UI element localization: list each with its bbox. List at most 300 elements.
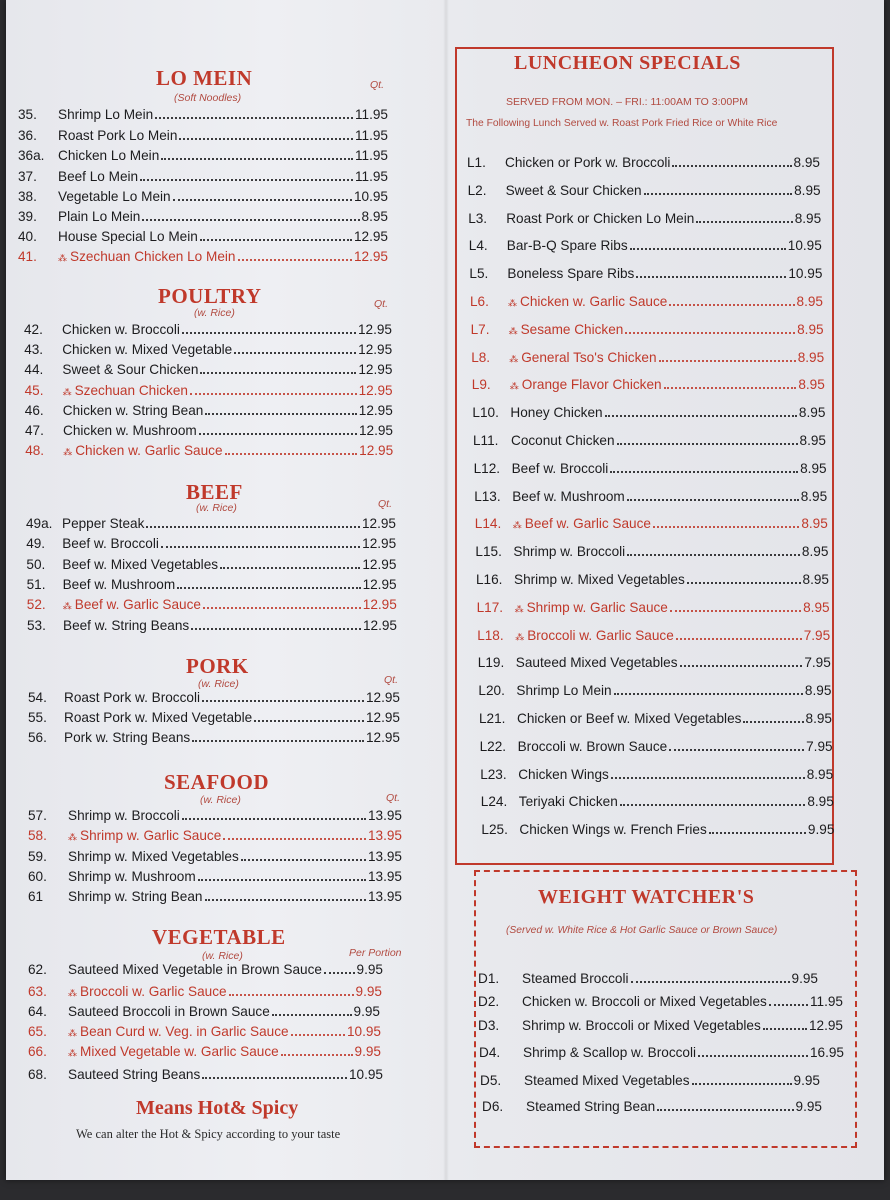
item-name: Boneless Spare Ribs	[507, 266, 635, 282]
item-price: 11.95	[809, 994, 843, 1009]
menu-item	[18, 107, 388, 126]
item-name: Orange Flavor Chicken	[521, 377, 662, 393]
item-name: Sweet & Sour Chicken	[505, 182, 642, 198]
item-number: L9.	[471, 377, 491, 393]
item-number: L14.	[474, 516, 502, 532]
chili-pepper-icon: ⁂	[58, 253, 67, 263]
item-number: 47.	[25, 423, 44, 438]
menu-item	[471, 350, 824, 369]
item-name: Steamed String Bean	[526, 1099, 656, 1114]
item-price: 11.95	[354, 107, 388, 122]
dot-leader	[190, 393, 357, 395]
item-price: 12.95	[358, 423, 393, 438]
dot-leader	[177, 587, 360, 589]
item-number: L18.	[477, 627, 504, 643]
item-price: 7.95	[806, 738, 833, 754]
item-name: Plain Lo Mein	[58, 209, 141, 224]
menu-item	[477, 628, 830, 647]
weight-watchers-note: (Served w. White Rice & Hot Garlic Sauce or Brown Sauce)	[506, 925, 778, 936]
dot-leader	[202, 700, 364, 702]
item-name: Teriyaki Chicken	[518, 794, 618, 810]
dot-leader	[625, 332, 795, 334]
chili-pepper-icon: ⁂	[68, 988, 77, 998]
menu-item	[18, 249, 388, 268]
menu-item	[18, 209, 388, 228]
dot-leader	[636, 276, 786, 278]
item-name: Shrimp w. Mixed Vegetables	[68, 848, 239, 864]
item-name: Chicken w. Mixed Vegetable	[62, 342, 233, 358]
menu-item	[468, 183, 821, 202]
menu-item	[474, 461, 827, 480]
item-name: Broccoli w. Garlic Sauce	[527, 627, 674, 643]
menu-item	[24, 322, 392, 341]
item-number: L4.	[468, 238, 488, 254]
beef-subtitle: (w. Rice)	[196, 502, 237, 514]
item-price: 8.95	[793, 155, 820, 170]
menu-item	[18, 189, 388, 208]
menu-item	[472, 377, 825, 396]
menu-item	[478, 683, 831, 702]
item-number: 48.	[25, 443, 45, 459]
item-number: L20.	[478, 683, 505, 699]
chili-pepper-icon: ⁂	[62, 386, 72, 397]
item-price: 13.95	[367, 828, 402, 844]
menu-item	[28, 962, 383, 981]
dot-leader	[173, 199, 352, 201]
chili-pepper-icon: ⁂	[68, 1028, 77, 1038]
dot-leader	[630, 248, 786, 250]
item-price: 12.95	[358, 362, 393, 378]
menu-item	[18, 128, 388, 147]
menu-item	[28, 710, 400, 729]
item-number: L19.	[477, 655, 505, 671]
item-number: L7.	[470, 321, 490, 337]
item-number: D3.	[478, 1018, 500, 1033]
item-number: 36a.	[18, 148, 45, 163]
item-name: Steamed Mixed Vegetables	[524, 1073, 690, 1088]
item-price: 16.95	[809, 1045, 844, 1060]
poultry-title: POULTRY	[158, 284, 262, 308]
menu-item	[480, 767, 833, 786]
menu-item	[479, 1045, 844, 1064]
item-price: 8.95	[794, 182, 821, 198]
item-number: 66.	[28, 1044, 47, 1059]
item-name: Broccoli w. Garlic Sauce	[80, 984, 227, 999]
item-name: Sauteed Broccoli in Brown Sauce	[68, 1004, 270, 1019]
dot-leader	[676, 638, 802, 640]
dot-leader	[696, 221, 792, 223]
menu-item	[475, 516, 828, 535]
item-name: Chicken w. Broccoli or Mixed Vegetables	[522, 994, 767, 1009]
lo-mein-title: LO MEIN	[156, 66, 253, 90]
menu-item	[25, 403, 393, 422]
item-number: 39.	[18, 209, 37, 224]
dot-leader	[241, 859, 366, 861]
item-price: 11.95	[354, 128, 388, 143]
dot-leader	[614, 693, 803, 695]
item-price: 12.95	[353, 229, 388, 244]
dot-leader	[155, 117, 353, 119]
item-price: 10.95	[348, 1067, 383, 1082]
hot-spicy-legend: Means Hot& Spicy	[136, 1097, 299, 1119]
item-name: Beef w. Mixed Vegetables	[62, 556, 219, 572]
dot-leader	[198, 879, 366, 881]
menu-item	[24, 342, 392, 361]
item-price: 12.95	[362, 576, 397, 592]
item-number: L2.	[467, 182, 487, 198]
pork-qt-label: Qt.	[384, 674, 399, 686]
item-number: L1.	[467, 155, 486, 170]
dot-leader	[769, 1004, 808, 1006]
item-price: 10.95	[346, 1024, 381, 1039]
dot-leader	[610, 471, 798, 473]
item-number: 58.	[28, 828, 47, 844]
chili-pepper-icon: ⁂	[509, 381, 519, 392]
item-name: Shrimp Lo Mein	[58, 107, 154, 122]
item-name: Chicken Lo Mein	[58, 148, 160, 163]
item-price: 8.95	[802, 572, 829, 587]
item-price: 12.95	[357, 322, 392, 337]
item-number: 65.	[28, 1024, 47, 1039]
dot-leader	[200, 239, 352, 241]
dot-leader	[142, 219, 359, 221]
item-number: 43.	[24, 342, 44, 358]
chili-pepper-icon: ⁂	[514, 603, 524, 614]
dot-leader	[627, 499, 799, 501]
seafood-subtitle: (w. Rice)	[200, 794, 241, 806]
item-number: 38.	[18, 189, 37, 204]
item-number: 46.	[24, 402, 44, 418]
item-price: 7.95	[803, 627, 831, 643]
item-number: L8.	[471, 349, 491, 365]
menu-item	[471, 322, 824, 341]
dot-leader	[161, 158, 353, 160]
menu-item	[26, 557, 396, 576]
item-name: Beef w. Broccoli	[62, 536, 159, 552]
item-name: Sesame Chicken	[520, 321, 624, 337]
item-name: Szechuan Chicken	[74, 382, 188, 398]
dot-leader	[324, 972, 355, 974]
dot-leader	[670, 610, 801, 612]
chili-pepper-icon: ⁂	[509, 353, 519, 364]
dot-leader	[234, 352, 356, 354]
item-number: 68.	[28, 1067, 47, 1082]
dot-leader	[659, 360, 796, 362]
dot-leader	[223, 838, 366, 840]
menu-item	[28, 1067, 383, 1086]
item-name: Chicken w. Garlic Sauce	[75, 443, 223, 459]
dot-leader	[653, 526, 799, 528]
item-number: 62.	[28, 962, 47, 977]
item-name: Honey Chicken	[510, 405, 603, 421]
item-name: Chicken w. Mushroom	[63, 423, 197, 438]
item-price: 12.95	[361, 516, 396, 531]
dot-leader	[205, 899, 366, 901]
dot-leader	[205, 413, 356, 415]
item-name: Chicken w. Garlic Sauce	[520, 294, 668, 309]
item-name: Chicken or Pork w. Broccoli	[505, 155, 671, 170]
item-price: 12.95	[358, 402, 393, 418]
menu-item	[28, 849, 402, 868]
poultry-qt-label: Qt.	[374, 298, 389, 310]
item-name: Vegetable Lo Mein	[58, 189, 171, 204]
item-name: Chicken or Beef w. Mixed Vegetables	[517, 711, 742, 726]
chili-pepper-icon: ⁂	[508, 325, 518, 336]
weight-watchers-title: WEIGHT WATCHER'S	[538, 886, 755, 908]
dot-leader	[199, 433, 357, 435]
item-number: L16.	[476, 572, 503, 587]
dot-leader	[669, 749, 804, 751]
dot-leader	[669, 304, 794, 306]
beef-qt-label: Qt.	[378, 498, 393, 510]
item-number: 63.	[28, 984, 47, 999]
item-price: 8.95	[361, 209, 388, 224]
item-name: Sauteed Mixed Vegetable in Brown Sauce	[68, 962, 322, 977]
menu-item	[478, 655, 831, 674]
item-number: 36.	[18, 128, 37, 143]
item-name: Beef w. Mushroom	[62, 576, 176, 592]
dot-leader	[203, 607, 361, 609]
item-name: Roast Pork w. Mixed Vegetable	[64, 710, 253, 725]
item-number: 52.	[26, 597, 46, 613]
item-name: Chicken w. String Bean	[62, 402, 204, 418]
dot-leader	[687, 582, 801, 584]
menu-item	[481, 794, 834, 813]
item-name: Coconut Chicken	[511, 433, 615, 448]
item-price: 9.95	[354, 1044, 381, 1059]
menu-item	[18, 229, 388, 248]
item-price: 7.95	[804, 655, 831, 671]
menu-item	[28, 690, 400, 709]
item-number: 40.	[18, 229, 37, 244]
item-price: 12.95	[808, 1018, 843, 1033]
item-number: 61	[28, 889, 44, 905]
item-name: Chicken Wings	[518, 766, 609, 782]
item-price: 8.95	[803, 599, 830, 615]
item-number: D5.	[480, 1073, 502, 1088]
seafood-qt-label: Qt.	[386, 792, 401, 804]
vegetable-title: VEGETABLE	[152, 925, 286, 949]
dot-leader	[763, 1028, 807, 1030]
item-number: L13.	[474, 488, 501, 504]
item-price: 8.95	[806, 766, 834, 782]
menu-item	[476, 572, 829, 591]
item-price: 12.95	[359, 443, 394, 459]
item-price: 9.95	[356, 962, 383, 977]
chili-pepper-icon: ⁂	[512, 520, 522, 531]
item-name: Shrimp Lo Mein	[516, 683, 612, 699]
hot-spicy-note: We can alter the Hot & Spicy according to your taste	[76, 1127, 341, 1141]
item-number: 56.	[28, 730, 47, 745]
item-number: L25.	[481, 822, 508, 838]
menu-item	[26, 536, 396, 555]
item-price: 12.95	[362, 536, 397, 552]
item-price: 9.95	[793, 1073, 820, 1088]
item-price: 13.95	[367, 889, 402, 905]
item-name: Sweet & Sour Chicken	[62, 362, 199, 378]
item-name: Bar-B-Q Spare Ribs	[506, 238, 628, 254]
item-price: 8.95	[800, 488, 828, 504]
item-price: 8.95	[798, 377, 825, 393]
dot-leader	[664, 387, 797, 389]
menu-item	[478, 971, 818, 990]
item-name: Beef w. Garlic Sauce	[74, 597, 201, 613]
menu-item	[470, 294, 823, 313]
item-price: 12.95	[358, 382, 393, 398]
item-price: 11.95	[354, 169, 388, 184]
menu-item	[27, 577, 397, 596]
item-name: Beef w. Garlic Sauce	[524, 516, 651, 532]
menu-item	[28, 1004, 380, 1023]
item-name: Szechuan Chicken Lo Mein	[70, 249, 236, 264]
menu-item	[478, 994, 843, 1013]
menu-item	[28, 889, 402, 908]
item-number: D1.	[478, 971, 500, 986]
item-price: 8.95	[794, 210, 822, 226]
item-price: 12.95	[362, 597, 397, 613]
item-price: 8.95	[805, 711, 832, 726]
pork-subtitle: (w. Rice)	[198, 678, 239, 690]
menu-item	[28, 730, 400, 749]
item-name: Mixed Vegetable w. Garlic Sauce	[80, 1044, 279, 1059]
item-price: 11.95	[354, 148, 388, 163]
dot-leader	[611, 777, 805, 779]
item-price: 8.95	[798, 405, 826, 421]
item-name: Sauteed String Beans	[68, 1067, 201, 1082]
item-name: Shrimp w. Mushroom	[68, 868, 196, 884]
item-number: L11.	[473, 433, 499, 448]
luncheon-title: LUNCHEON SPECIALS	[514, 52, 741, 74]
dot-leader	[281, 1054, 353, 1056]
item-name: Roast Pork w. Broccoli	[64, 690, 200, 705]
item-price: 10.95	[788, 266, 823, 282]
menu-item	[18, 148, 388, 167]
dot-leader	[291, 1034, 345, 1036]
item-name: Shrimp w. Mixed Vegetables	[514, 572, 685, 587]
item-number: 49a.	[26, 516, 53, 531]
item-number: L3.	[468, 210, 488, 226]
dot-leader	[202, 1077, 347, 1079]
item-number: 37.	[18, 169, 37, 184]
item-price: 8.95	[799, 433, 826, 448]
item-number: 51.	[26, 576, 46, 592]
item-price: 8.95	[800, 460, 827, 476]
item-price: 13.95	[367, 808, 402, 823]
dot-leader	[627, 554, 800, 556]
menu-page	[6, 0, 884, 1180]
item-number: 59.	[28, 848, 47, 864]
menu-item	[480, 739, 833, 758]
item-price: 9.95	[807, 822, 835, 838]
menu-item	[28, 1044, 381, 1063]
item-number: 44.	[24, 362, 44, 378]
menu-item	[479, 711, 832, 730]
item-number: L23.	[480, 766, 507, 782]
item-number: D2.	[478, 994, 500, 1009]
menu-item	[28, 869, 402, 888]
chili-pepper-icon: ⁂	[508, 298, 517, 308]
dot-leader	[225, 453, 358, 455]
dot-leader	[161, 546, 360, 548]
item-price: 12.95	[362, 556, 397, 572]
item-name: Beef w. Broccoli	[511, 460, 609, 476]
dot-leader	[182, 332, 356, 334]
dot-leader	[617, 443, 798, 445]
item-name: Shrimp & Scallop w. Broccoli	[523, 1045, 697, 1060]
item-price: 8.95	[797, 321, 824, 337]
dot-leader	[743, 721, 803, 723]
menu-item	[469, 266, 822, 285]
dot-leader	[680, 665, 803, 667]
item-number: L12.	[473, 460, 501, 476]
item-price: 10.95	[353, 189, 388, 204]
menu-item	[482, 1099, 822, 1118]
item-name: Bean Curd w. Veg. in Garlic Sauce	[80, 1024, 289, 1039]
item-price: 8.95	[807, 794, 834, 810]
menu-item	[25, 383, 393, 402]
item-name: Chicken Wings w. French Fries	[519, 822, 707, 838]
item-number: 60.	[28, 868, 47, 884]
menu-item	[24, 362, 392, 381]
dot-leader	[182, 818, 366, 820]
dot-leader	[254, 720, 364, 722]
item-name: Sauteed Mixed Vegetables	[515, 655, 678, 671]
lo-mein-qt-label: Qt.	[370, 79, 385, 91]
menu-item	[469, 238, 822, 257]
item-number: 50.	[26, 556, 46, 572]
luncheon-served-hours: SERVED FROM MON. – FRI.: 11:00AM TO 3:00PM	[506, 96, 748, 108]
dot-leader	[657, 1109, 793, 1111]
item-name: Shrimp w. Garlic Sauce	[80, 828, 222, 844]
item-number: L24.	[480, 794, 508, 810]
dot-leader	[644, 193, 793, 195]
item-number: L5.	[469, 266, 489, 282]
menu-item	[27, 597, 397, 616]
menu-item	[478, 1018, 843, 1037]
item-price: 8.95	[796, 294, 823, 309]
item-number: L21.	[479, 711, 506, 726]
menu-item	[25, 443, 393, 462]
item-number: 41.	[18, 249, 37, 264]
item-number: 35.	[18, 107, 37, 122]
dot-leader	[179, 138, 353, 140]
item-name: Shrimp w. String Bean	[68, 889, 203, 905]
dot-leader	[692, 1083, 792, 1085]
item-name: Shrimp w. Broccoli	[513, 544, 626, 560]
page-fold	[443, 0, 449, 1180]
dot-leader	[709, 832, 806, 834]
item-name: Steamed Broccoli	[522, 971, 629, 986]
chili-pepper-icon: ⁂	[63, 447, 73, 458]
item-name: General Tso's Chicken	[521, 349, 657, 365]
item-price: 13.95	[367, 848, 402, 864]
dot-leader	[620, 804, 806, 806]
item-name: Shrimp w. Broccoli	[68, 808, 180, 823]
menu-item	[28, 984, 382, 1003]
menu-item	[473, 433, 826, 452]
item-price: 12.95	[365, 690, 400, 705]
item-price: 9.95	[355, 984, 382, 999]
menu-item	[28, 828, 402, 847]
vegetable-subtitle: (w. Rice)	[202, 950, 243, 962]
item-name: Pepper Steak	[62, 516, 145, 531]
dot-leader	[672, 165, 791, 167]
item-number: 57.	[28, 808, 47, 823]
menu-item	[467, 155, 820, 174]
dot-leader	[272, 1014, 352, 1016]
item-price: 8.95	[804, 683, 832, 699]
item-name: Broccoli w. Brown Sauce	[517, 738, 668, 754]
